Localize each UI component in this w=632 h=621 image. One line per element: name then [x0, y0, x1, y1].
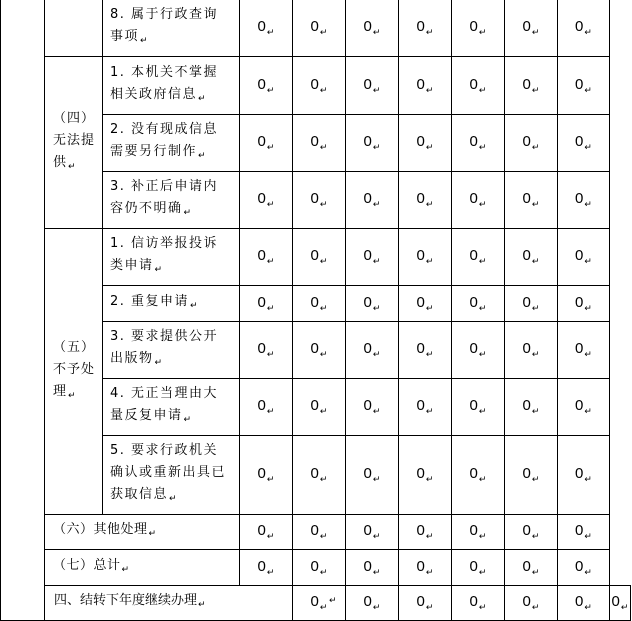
table-row — [1, 515, 631, 550]
footer-paragraph-mark: ↵ — [329, 596, 337, 606]
value-cell: $0_↵$ — [558, 379, 610, 436]
value-cell: $0_↵$ — [346, 322, 399, 379]
value-cell: $0_↵$ — [293, 379, 346, 436]
value-cell: $0_↵$ — [240, 436, 293, 515]
value-cell: $0_↵$ — [293, 115, 346, 172]
value-cell: $0_↵$ — [346, 379, 399, 436]
value-cell: $0_↵$ — [505, 550, 558, 586]
value-cell: $0_↵$ — [293, 586, 346, 621]
row-label: 8. 属于行政查询事项$_↵$ — [103, 0, 240, 57]
value-cell: $0_↵$ — [346, 229, 399, 286]
value-cell: $0_↵$ — [452, 379, 505, 436]
value-cell: $0_↵$ — [558, 515, 610, 550]
value-cell: $0_↵$ — [399, 229, 452, 286]
value-cell: $0_↵$ — [399, 515, 452, 550]
value-cell: $0_↵$ — [293, 550, 346, 586]
empty-category-cell — [45, 0, 103, 57]
value-cell: $0_↵$ — [558, 586, 610, 621]
value-cell: $0_↵$ — [558, 229, 610, 286]
value-cell: $0_↵$ — [558, 57, 610, 115]
value-cell: $0_↵$ — [240, 515, 293, 550]
value-cell: $0_↵$ — [240, 550, 293, 586]
value-cell: $0_↵$ — [452, 172, 505, 229]
value-cell: $0_↵$ — [558, 322, 610, 379]
value-cell: $0_↵$ — [558, 0, 610, 57]
table-row — [1, 586, 631, 621]
value-cell: $0_↵$ — [452, 0, 505, 57]
value-cell: $0_↵$ — [452, 550, 505, 586]
value-cell: $0_↵$ — [240, 322, 293, 379]
value-cell: $0_↵$ — [399, 586, 452, 621]
value-cell: $0_↵$ — [558, 286, 610, 322]
row-label: 4. 无正当理由大量反复申请$_↵$ — [103, 379, 240, 436]
value-cell: $0_↵$ — [293, 436, 346, 515]
value-cell: $0_↵$ — [346, 0, 399, 57]
value-cell: $0_↵$ — [346, 436, 399, 515]
value-cell: $0_↵$ — [399, 57, 452, 115]
value-cell: $0_↵$ — [293, 286, 346, 322]
value-cell: $0_↵$ — [505, 57, 558, 115]
value-cell: $0_↵$ — [240, 0, 293, 57]
value-cell: $0_↵$ — [293, 0, 346, 57]
table-row — [1, 57, 631, 115]
value-cell: $0_↵$ — [346, 57, 399, 115]
value-cell: $0_↵$ — [293, 229, 346, 286]
value-cell: $0_↵$ — [505, 0, 558, 57]
row-label: 3. 补正后申请内容仍不明确$_↵$ — [103, 172, 240, 229]
value-cell: $0_↵$ — [346, 515, 399, 550]
category-not-processed: （五）不予处理$_↵$ — [45, 229, 103, 515]
value-cell: $0_↵$ — [240, 115, 293, 172]
row-label: 1. 信访举报投诉类申请$_↵$ — [103, 229, 240, 286]
value-cell: $0_↵$ — [452, 57, 505, 115]
value-cell: $0_↵$ — [452, 115, 505, 172]
row-label: 2. 重复申请$_↵$ — [103, 286, 240, 322]
value-cell: $0_↵$ — [240, 57, 293, 115]
row-label: 5. 要求行政机关确认或重新出具已获取信息$_↵$ — [103, 436, 240, 515]
category-cannot-provide: （四）无法提供$_↵$ — [45, 57, 103, 229]
value-cell: $0_↵$ — [452, 586, 505, 621]
value-cell: $0_↵$ — [505, 586, 558, 621]
value-cell: $0_↵$ — [558, 115, 610, 172]
value-cell: $0_↵$ — [346, 286, 399, 322]
value-cell: $0_↵$ — [399, 286, 452, 322]
value-cell: $0_↵$ — [399, 322, 452, 379]
value-cell: $0_↵$ — [505, 172, 558, 229]
row-label: 2. 没有现成信息需要另行制作$_↵$ — [103, 115, 240, 172]
value-cell: $0_↵$ — [399, 436, 452, 515]
value-cell: $0_↵$ — [346, 586, 399, 621]
value-cell: $0_↵$ — [505, 379, 558, 436]
value-cell: $0_↵$ — [452, 436, 505, 515]
outer-left-column — [1, 0, 45, 621]
value-cell: $0_↵$ — [610, 586, 631, 621]
table-row — [1, 550, 631, 586]
row-label-carryover: 四、结转下年度继续办理$_↵$ — [45, 586, 293, 621]
value-cell: $0_↵$ — [399, 550, 452, 586]
value-cell: $0_↵$ — [293, 322, 346, 379]
value-cell: $0_↵$ — [399, 379, 452, 436]
value-cell: $0_↵$ — [346, 172, 399, 229]
value-cell: $0_↵$ — [240, 286, 293, 322]
value-cell: $0_↵$ — [558, 550, 610, 586]
value-cell: $0_↵$ — [293, 57, 346, 115]
value-cell: $0_↵$ — [452, 515, 505, 550]
value-cell: $0_↵$ — [293, 515, 346, 550]
value-cell: $0_↵$ — [346, 115, 399, 172]
row-label-other: （六）其他处理$_↵$ — [45, 515, 240, 550]
value-cell: $0_↵$ — [558, 436, 610, 515]
value-cell: $0_↵$ — [452, 229, 505, 286]
value-cell: $0_↵$ — [452, 286, 505, 322]
value-cell: $0_↵$ — [505, 322, 558, 379]
row-label: 1. 本机关不掌握相关政府信息$_↵$ — [103, 57, 240, 115]
row-label-total: （七）总计$_↵$ — [45, 550, 240, 586]
value-cell: $0_↵$ — [399, 172, 452, 229]
value-cell: $0_↵$ — [505, 229, 558, 286]
table-row — [1, 229, 631, 286]
value-cell: $0_↵$ — [293, 172, 346, 229]
value-cell: $0_↵$ — [240, 379, 293, 436]
row-label: 3. 要求提供公开出版物$_↵$ — [103, 322, 240, 379]
value-cell: $0_↵$ — [240, 229, 293, 286]
value-cell: $0_↵$ — [558, 172, 610, 229]
value-cell: $0_↵$ — [505, 436, 558, 515]
value-cell: $0_↵$ — [399, 115, 452, 172]
table-row — [1, 0, 631, 57]
value-cell: $0_↵$ — [399, 0, 452, 57]
value-cell: $0_↵$ — [505, 115, 558, 172]
value-cell: $0_↵$ — [240, 172, 293, 229]
value-cell: $0_↵$ — [505, 515, 558, 550]
value-cell: $0_↵$ — [452, 322, 505, 379]
value-cell: $0_↵$ — [505, 286, 558, 322]
value-cell: $0_↵$ — [346, 550, 399, 586]
